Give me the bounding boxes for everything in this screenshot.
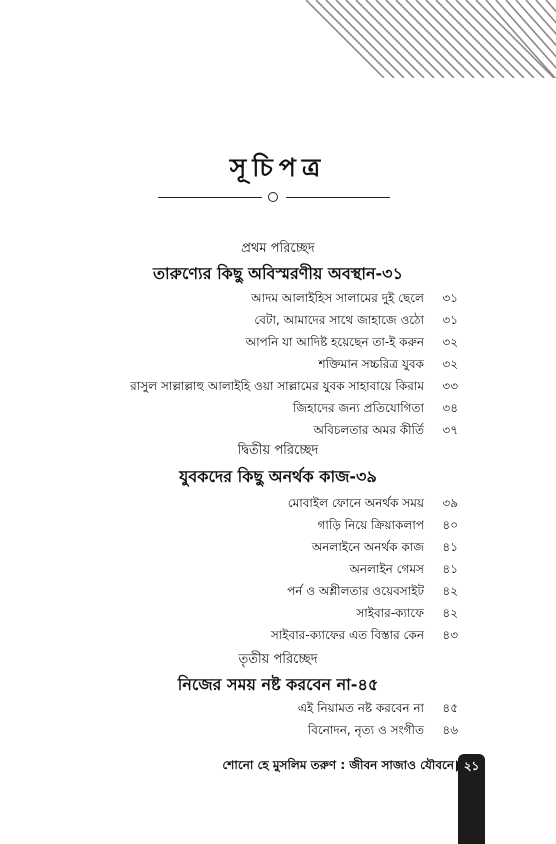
chapter-2-title: যুবকদের কিছু অনর্থক কাজ-৩৯ (179, 467, 377, 486)
toc-entry-page: ৪৫ (442, 701, 458, 715)
toc-entry-text: রাসুল সাল্লাল্লাহু আলাইহি ওয়া সাল্লামের যুবক সাহাবায়ে কিরাম (130, 379, 424, 393)
toc-entry-text: আদম আলাইহিস সালামের দুই ছেলে (251, 291, 424, 305)
toc-entry-text: অনলাইন গেমস (349, 562, 424, 576)
toc-entry[interactable] (130, 355, 458, 377)
toc-entry-text: বিনোদন, নৃত্য ও সংগীত (307, 723, 424, 737)
toc-entry-page: ৪৩ (442, 628, 458, 642)
toc-entry-page: ৪২ (442, 606, 458, 620)
chapter-3-label: তৃতীয় পরিচ্ছেদ (238, 652, 318, 667)
chapter-2-label: দ্বিতীয় পরিচ্ছেদ (237, 443, 319, 458)
toc-entry[interactable] (271, 538, 458, 560)
toc-entry[interactable] (130, 333, 458, 355)
chapter-2-entries (271, 494, 458, 648)
toc-entry-page: ৩৩ (442, 379, 458, 393)
toc-entry[interactable] (271, 560, 458, 582)
toc-entry[interactable] (130, 311, 458, 333)
footer-book-title: শোনো হে মুসলিম তরুণ : জীবন সাজাও যৌবনে (222, 758, 454, 772)
toc-entry[interactable] (271, 516, 458, 538)
toc-entry-text: মোবাইল ফোনে অনর্থক সময় (287, 496, 424, 510)
chapter-1-entries (130, 289, 458, 443)
corner-hatch-decoration (306, 0, 556, 78)
title-divider (158, 191, 390, 205)
toc-entry-text: অনলাইনে অনর্থক কাজ (311, 540, 424, 554)
toc-entry-text: গাড়ি নিয়ে ক্রিয়াকলাপ (317, 518, 424, 532)
divider-ring-icon (268, 192, 278, 202)
toc-entry-text: শক্তিমান সচ্চরিত্র যুবক (318, 357, 424, 371)
toc-entry-page: ৪১ (442, 562, 458, 576)
divider-line-right (286, 197, 390, 198)
divider-line-left (158, 197, 262, 198)
toc-entry-text: সাইবার-ক্যাফে (356, 606, 424, 620)
toc-entry-page: ৩১ (442, 313, 458, 327)
toc-entry-text: পর্ন ও অশ্লীলতার ওয়েবসাইট (287, 584, 424, 598)
page-number-tab (458, 754, 485, 844)
toc-entry-page: ৩২ (442, 357, 458, 371)
toc-entry-page: ৪১ (442, 540, 458, 554)
toc-entry-page: ৩৯ (442, 496, 458, 510)
toc-entry[interactable] (130, 399, 458, 421)
toc-entry[interactable] (130, 377, 458, 399)
toc-entry-page: ৩৪ (442, 401, 458, 415)
toc-entry[interactable] (271, 604, 458, 626)
toc-entry-text: সাইবার-ক্যাফের এত বিস্তার কেন (270, 628, 424, 642)
toc-entry-text: অবিচলতার অমর কীর্তি (313, 423, 424, 437)
toc-entry[interactable] (130, 421, 458, 443)
chapter-1-label: প্রথম পরিচ্ছেদ (241, 241, 315, 256)
toc-entry-page: ৪৬ (442, 723, 458, 737)
page-title: সূচিপত্র (229, 153, 327, 182)
toc-entry-page: ৪২ (442, 584, 458, 598)
toc-entry-page: ৩১ (442, 291, 458, 305)
toc-entry[interactable] (271, 626, 458, 648)
toc-entry-text: বেটা, আমাদের সাথে জাহাজে ওঠো (254, 313, 424, 327)
toc-entry-page: ৩৭ (442, 423, 458, 437)
toc-entry[interactable] (298, 721, 458, 743)
toc-entry[interactable] (271, 494, 458, 516)
toc-entry-text: জিহাদের জন্য প্রতিযোগিতা (292, 401, 424, 415)
toc-entry[interactable] (271, 582, 458, 604)
chapter-3-title: নিজের সময় নষ্ট করবেন না-৪৫ (177, 675, 379, 694)
toc-entry-page: ৩২ (442, 335, 458, 349)
toc-entry-page: ৪০ (442, 518, 458, 532)
toc-entry-text: এই নিয়ামত নষ্ট করবেন না (297, 701, 424, 715)
toc-entry-text: আপনি যা আদিষ্ট হয়েছেন তা-ই করুন (245, 335, 424, 349)
chapter-1-title: তারুণ্যের কিছু অবিস্মরণীয় অবস্থান-৩১ (153, 264, 403, 283)
toc-entry[interactable] (130, 289, 458, 311)
chapter-3-entries (298, 699, 458, 743)
toc-entry[interactable] (298, 699, 458, 721)
page-number: ২১ (463, 759, 480, 773)
